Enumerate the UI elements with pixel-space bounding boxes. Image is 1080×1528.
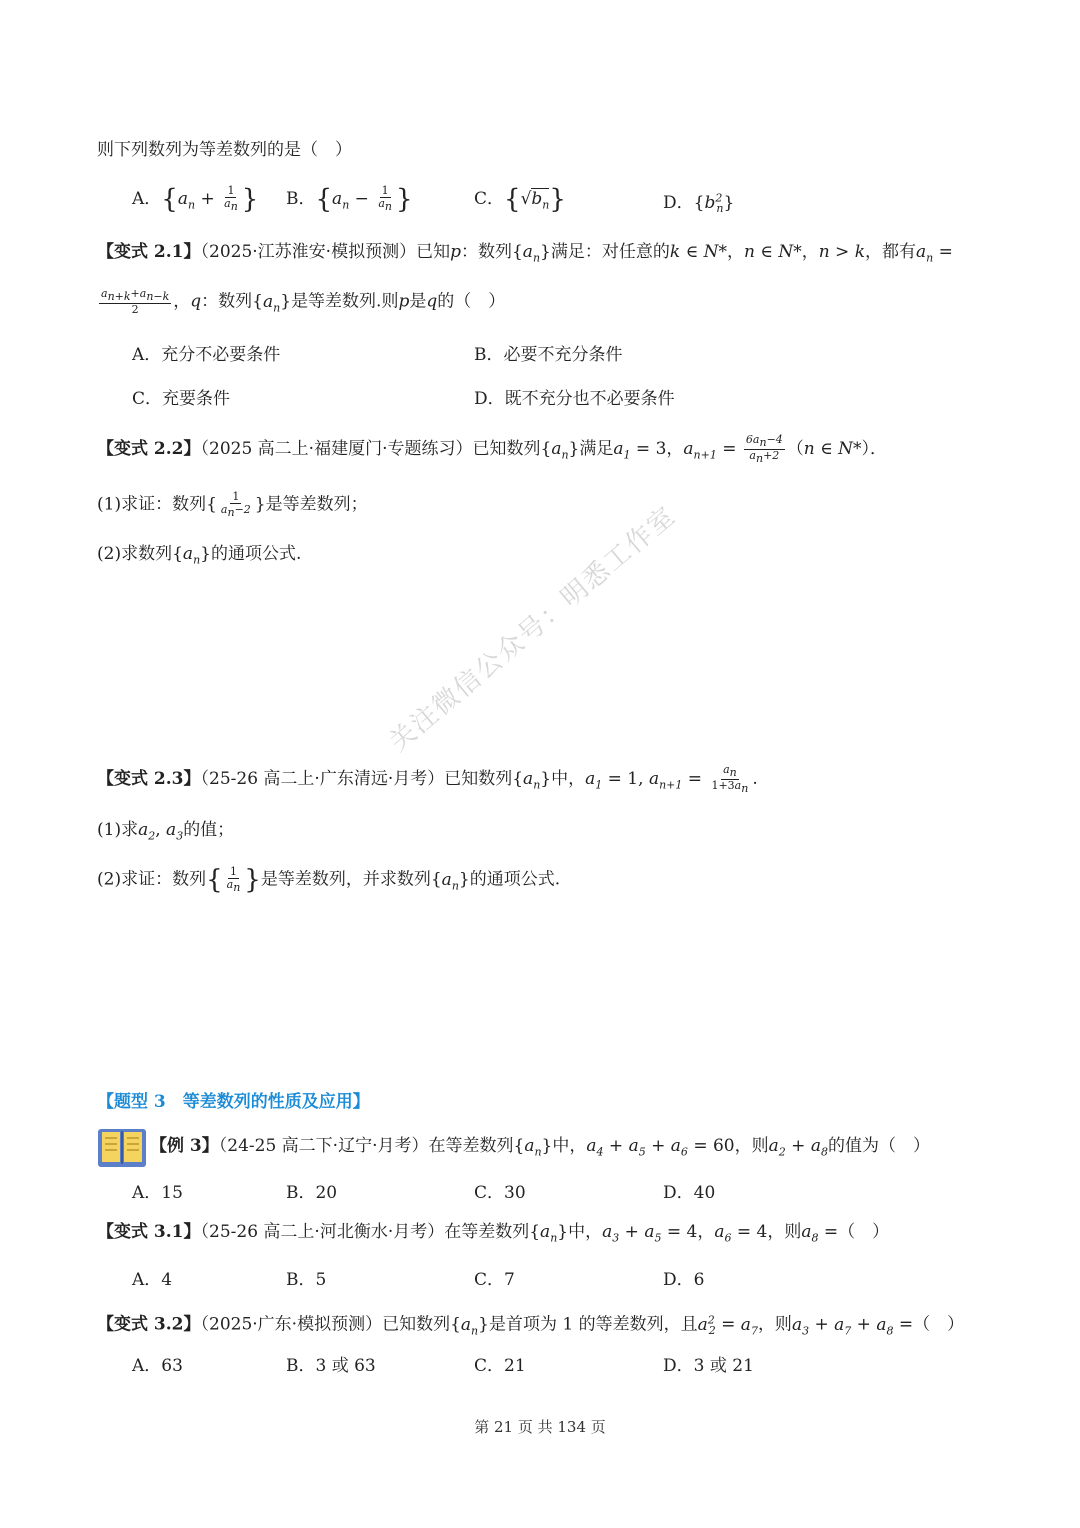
- example-3-option-b: B．20: [286, 1183, 338, 1203]
- variant-3-1-stem: 【变式 3.1】（25-26 高二上·河北衡水·月考）在等差数列$\{a_n\}$中，$a_3 + a_5 = 4$，$a_6 = 4$，则$a_8$ =（ ）: [97, 1222, 890, 1245]
- variant-2-1-option-a: A．充分不必要条件: [132, 345, 281, 365]
- variant-2-2-stem: 【变式 2.2】（2025 高二上·福建厦门·专题练习）已知数列$\{a_n\}$满足$a_1 = 3$，$a_{n+1}$ = $\frac{6a_n-4}{a_n+2}$ （n ∈ N*）．: [97, 433, 888, 466]
- variant-3-1-option-d: D．6: [663, 1270, 705, 1290]
- variant-3-1-option-a: A．4: [132, 1270, 173, 1290]
- variant-2-1-line1: 【变式 2.1】（2025·江苏淮安·模拟预测）已知p：数列$\{a_n\}$满足：对任意的k ∈ N*，n ∈ N*，n > k，都有$a_n$ =: [97, 242, 953, 265]
- question-stem: 则下列数列为等差数列的是（ ）: [97, 140, 352, 160]
- variant-2-3-part1: (1)求$a_2$, $a_3$的值；: [97, 820, 235, 843]
- option-d: D．$\{b^2_n\}$: [663, 191, 735, 216]
- variant-3-2-option-d: D．3 或 21: [663, 1356, 754, 1376]
- example-3-option-c: C．30: [474, 1183, 526, 1203]
- section-3-heading: 【题型 3 等差数列的性质及应用】: [97, 1092, 370, 1112]
- variant-2-1-option-b: B．必要不充分条件: [474, 345, 623, 365]
- variant-3-1-option-b: B．5: [286, 1270, 327, 1290]
- variant-2-2-part1: (1)求证：数列{ $\frac{1}{a_n-2}$ }是等差数列；: [97, 490, 368, 520]
- variant-3-2-option-b: B．3 或 63: [286, 1356, 376, 1376]
- example-3-stem: 【例 3】（24-25 高二下·辽宁·月考）在等差数列$\{a_n\}$中，$a_4 + a_5 + a_6 = 60$，则$a_2 + a_8$的值为（ ）: [150, 1136, 930, 1159]
- watermark: 关注微信公众号：明悉工作室: [383, 500, 682, 758]
- page-footer: 第 21 页 共 134 页: [474, 1418, 606, 1436]
- option-a: A．{$a_n$ + $\frac{1}{a_n}$ }: [132, 184, 259, 215]
- variant-2-1-option-c: C．充要条件: [132, 389, 231, 409]
- variant-2-2-part2: (2)求数列$\{a_n\}$的通项公式.: [97, 544, 302, 567]
- variant-2-1-line2: $\frac{a_{n+k}+a_{n-k}}{2}$ ，q：数列$\{a_n\}$是等差数列.则p是q的（ ）: [101, 287, 506, 317]
- option-b: B．{$a_n$ − $\frac{1}{a_n}$ }: [286, 184, 413, 215]
- option-c: C．$\{√b_n\}$: [474, 184, 566, 215]
- book-icon: [97, 1127, 147, 1169]
- variant-3-2-option-a: A．63: [132, 1356, 183, 1376]
- example-3-option-d: D．40: [663, 1183, 716, 1203]
- variant-3-1-option-c: C．7: [474, 1270, 515, 1290]
- variant-3-2-option-c: C．21: [474, 1356, 526, 1376]
- variant-2-1-option-d: D．既不充分也不必要条件: [474, 389, 675, 409]
- variant-2-3-stem: 【变式 2.3】（25-26 高二上·广东清远·月考）已知数列$\{a_n\}$中，$a_1 = 1$, $a_{n+1}$ = $\frac{a_n}{1+3a_n}$ .: [97, 763, 758, 796]
- example-3-option-a: A．15: [132, 1183, 183, 1203]
- variant-3-2-stem: 【变式 3.2】（2025·广东·模拟预测）已知数列$\{a_n\}$是首项为 1 的等差数列，且$a^2_2 = a_7$，则$a_3 + a_7 + a_8$ =（ ）: [97, 1313, 965, 1338]
- variant-2-3-part2: (2)求证：数列{ $\frac{1}{a_n}$ }是等差数列，并求数列$\{a_n\}$的通项公式.: [97, 865, 561, 896]
